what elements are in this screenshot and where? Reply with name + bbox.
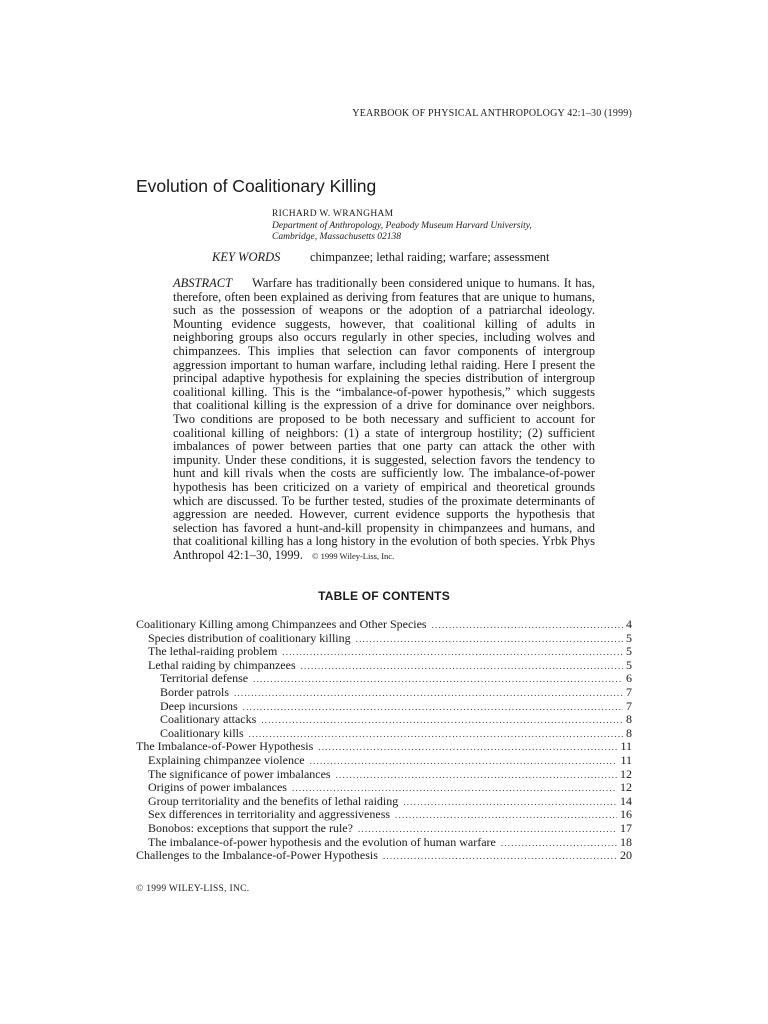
toc-entry: [136, 632, 632, 646]
toc-entry-title: Coalitionary kills: [160, 726, 244, 740]
keywords-label: KEY WORDS: [212, 250, 281, 264]
toc-entry-title: Territorial defense: [160, 672, 249, 686]
toc-entry: [136, 686, 632, 700]
toc-entry-title: Challenges to the Imbalance-of-Power Hypothesis: [136, 849, 378, 863]
toc-entry-page: 4: [626, 618, 632, 631]
toc-entry: [136, 781, 632, 795]
toc-leader-dots: [249, 728, 623, 741]
toc-leader-dots: [403, 796, 617, 809]
keywords-value: chimpanzee; lethal raiding; warfare; assessment: [310, 250, 550, 264]
toc-entry-title: Coalitionary attacks: [160, 713, 257, 727]
toc-entry: [136, 645, 632, 659]
toc-entry-page: 8: [626, 713, 632, 727]
toc-entry: [136, 808, 632, 822]
toc-entry-page: 5: [626, 658, 632, 672]
toc-leader-dots: [432, 619, 623, 632]
toc-leader-dots: [234, 687, 623, 700]
toc-entry-title: Coalitionary Killing among Chimpanzees and Other Species: [136, 618, 427, 631]
toc-leader-dots: [253, 673, 623, 686]
toc-entry: [136, 727, 632, 741]
toc-leader-dots: [261, 714, 623, 727]
toc-entry-title: Group territoriality and the benefits of lethal raiding: [148, 794, 399, 808]
toc-entry-page: 20: [620, 849, 632, 863]
toc-entry: [136, 659, 632, 673]
toc-entry: [136, 713, 632, 727]
toc-leader-dots: [336, 769, 617, 782]
footer-copyright: © 1999 WILEY-LISS, INC.: [136, 884, 250, 894]
toc-leader-dots: [310, 755, 618, 768]
toc-entry-page: 17: [620, 821, 632, 835]
toc-entry-page: 7: [626, 685, 632, 699]
toc-entry-page: 18: [620, 835, 632, 849]
toc-entry-page: 12: [620, 781, 632, 795]
toc-entry-page: 11: [620, 753, 632, 767]
toc-entry-page: 5: [626, 645, 632, 659]
abstract-label: ABSTRACT: [173, 276, 233, 290]
toc-entry-title: The imbalance-of-power hypothesis and the evolution of human warfare: [148, 835, 496, 849]
toc-leader-dots: [356, 633, 623, 646]
toc-entry-title: The lethal-raiding problem: [148, 645, 278, 659]
author-block: [272, 209, 532, 244]
toc-leader-dots: [243, 701, 623, 714]
toc-entry: [136, 740, 632, 754]
toc-entry: [136, 822, 632, 836]
toc-entry-title: Species distribution of coalitionary killing: [148, 631, 351, 645]
toc-entry-title: Origins of power imbalances: [148, 781, 287, 795]
toc-leader-dots: [282, 646, 623, 659]
toc-entry: [136, 754, 632, 768]
toc-leader-dots: [292, 782, 617, 795]
toc-entry-page: 5: [626, 631, 632, 645]
toc-leader-dots: [358, 823, 617, 836]
running-header: YEARBOOK OF PHYSICAL ANTHROPOLOGY 42:1–30 (1999): [352, 108, 632, 119]
toc-leader-dots: [501, 837, 617, 850]
toc-entry: [136, 768, 632, 782]
toc-entry-title: Bonobos: exceptions that support the rule?: [148, 821, 353, 835]
toc-entry-page: 11: [620, 740, 632, 754]
toc-entry-title: Border patrols: [160, 685, 229, 699]
toc-entry: [136, 849, 632, 863]
toc-entry-page: 7: [626, 699, 632, 713]
toc-entry-title: Lethal raiding by chimpanzees: [148, 658, 296, 672]
keywords: [212, 250, 549, 265]
toc-entry: [136, 795, 632, 809]
toc-entry-title: The Imbalance-of-Power Hypothesis: [136, 740, 314, 754]
toc-leader-dots: [318, 741, 617, 754]
toc-entry-page: 6: [626, 672, 632, 686]
author-affiliation-line2: Cambridge, Massachusetts 02138: [272, 232, 402, 242]
toc-leader-dots: [395, 809, 617, 822]
toc-entry: [136, 618, 632, 632]
toc-entry-title: Explaining chimpanzee violence: [148, 753, 305, 767]
toc-entry-title: Sex differences in territoriality and aggressiveness: [148, 808, 391, 822]
toc-entry-page: 14: [620, 794, 632, 808]
toc-entry-title: Deep incursions: [160, 699, 238, 713]
toc-entry: [136, 836, 632, 850]
toc-entry-page: 8: [626, 726, 632, 740]
abstract-text: Warfare has traditionally been considered unique to humans. It has, therefore, often been explained as deriving from features that are unique to humans, such as the possession of weapons or the adoption of a patriarchal ideology. Mounting evidence suggests, however, that coalitional killing of adults in neighboring groups also occurs regularly in other species, including wolves and chimpanzees. This implies that selection can favor components of intergroup aggression important to human warfare, including lethal raiding. Here I present the principal adaptive hypothesis for explaining the species distribution of intergroup coalitional killing. This is the “imbalance-of-power hypothesis,” which suggests that coalitional killing is the expression of a drive for dominance over neighbors. Two conditions are proposed to be both necessary and sufficient to account for coalitional killing of neighbors: (1) a state of intergroup hostility; (2) sufficient imbalances of power between parties that one party can attack the other with impunity. Under these conditions, it is suggested, selection favors the tendency to hunt and kill rivals when the costs are sufficiently low. The imbalance-of-power hypothesis has been criticized on a variety of empirical and theoretical grounds which are discussed. To be further tested, studies of the proximate determinants of aggression are needed. However, current evidence supports the hypothesis that selection has favored a hunt-and-kill propensity in chimpanzees and humans, and that coalitional killing has a long history in the evolution of both species. Yrbk Phys Anthropol 42:1–30, 1999.: [173, 276, 595, 562]
toc-heading: TABLE OF CONTENTS: [318, 589, 450, 603]
toc-entry: [136, 700, 632, 714]
article-title: Evolution of Coalitionary Killing: [136, 176, 377, 196]
toc-entry-title: The significance of power imbalances: [148, 767, 331, 781]
abstract: [173, 277, 595, 563]
abstract-copyright: © 1999 Wiley-Liss, Inc.: [311, 550, 395, 561]
toc-leader-dots: [301, 660, 623, 673]
table-of-contents: [136, 618, 632, 863]
toc-entry: [136, 672, 632, 686]
toc-entry-page: 12: [620, 767, 632, 781]
toc-leader-dots: [383, 850, 617, 863]
author-affiliation-line1: Department of Anthropology, Peabody Museum Harvard University,: [272, 220, 532, 231]
author-name: RICHARD W. WRANGHAM: [272, 209, 394, 219]
toc-entry-page: 16: [620, 808, 632, 822]
